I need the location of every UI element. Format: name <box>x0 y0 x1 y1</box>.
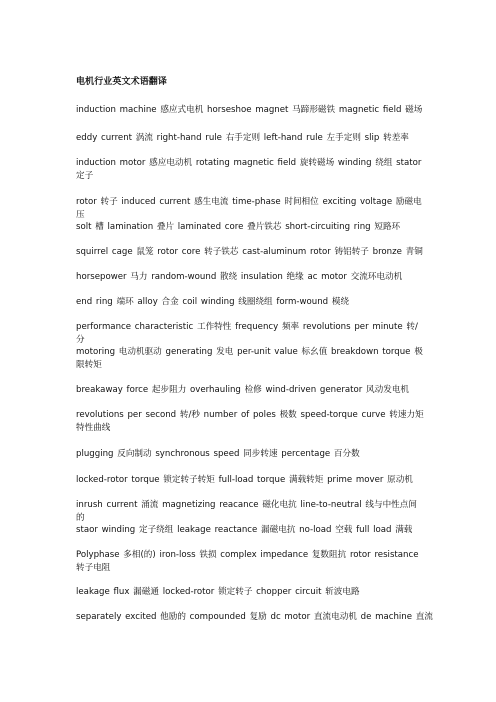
term-line: motoring 电动机驱动 generating 发电 per-unit value 标幺值 breakdown torque 极限转矩 <box>76 347 423 370</box>
term-line: breakaway force 起步阻力 overhauling 检修 wind-driven generator 风动发电机 <box>76 385 410 395</box>
term-line: induction machine 感应式电机 horseshoe magnet 马蹄形磁铁 magnetic field 磁场 <box>76 105 423 115</box>
term-line: Polyphase 多相(的) iron-loss 铁损 complex impedance 复数阻抗 rotor resistance 转子电阻 <box>76 550 419 573</box>
term-line: inrush current 涌流 magnetizing reacance 磁化电抗 line-to-neutral 线与中性点间的 <box>76 500 417 523</box>
term-line: performance characteristic 工作特性 frequency 频率 revolutions per minute 转/分 <box>76 322 418 345</box>
document-title: 电机行业英文术语翻译 <box>76 77 168 87</box>
term-line: leakage flux 漏磁通 locked-rotor 锁定转子 chopper circuit 斩波电路 <box>76 587 360 597</box>
term-line: solt 槽 lamination 叠片 laminated core 叠片铁芯 short-circuiting ring 短路环 <box>76 222 401 232</box>
term-line: separately excited 他励的 compounded 复励 dc motor 直流电动机 de machine 直流 <box>76 612 433 622</box>
term-line: staor winding 定子绕组 leakage reactance 漏磁电抗 no-load 空载 full load 满载 <box>76 525 413 535</box>
term-line: squirrel cage 鼠笼 rotor core 转子铁芯 cast-aluminum rotor 铸铝转子 bronze 青铜 <box>76 247 423 257</box>
term-line: end ring 端环 alloy 合金 coil winding 线圈绕组 form-wound 模绕 <box>76 297 350 307</box>
term-line: rotor 转子 induced current 感生电流 time-phase 时间相位 exciting voltage 励磁电压 <box>76 197 422 220</box>
term-line: revolutions per second 转/秒 number of poles 极数 speed-torque curve 转速力矩特性曲线 <box>76 410 424 433</box>
term-line: induction motor 感应电动机 rotating magnetic field 旋转磁场 winding 绕组 stator 定子 <box>76 158 422 181</box>
term-line: eddy current 涡流 right-hand rule 右手定则 left-hand rule 左手定则 slip 转差率 <box>76 133 409 143</box>
term-line: locked-rotor torque 锁定转子转矩 full-load torque 满载转矩 prime mover 原动机 <box>76 475 413 485</box>
term-line: plugging 反向制动 synchronous speed 同步转速 percentage 百分数 <box>76 449 360 459</box>
term-line: horsepower 马力 random-wound 散绕 insulation 绝缘 ac motor 交流环电动机 <box>76 272 403 282</box>
